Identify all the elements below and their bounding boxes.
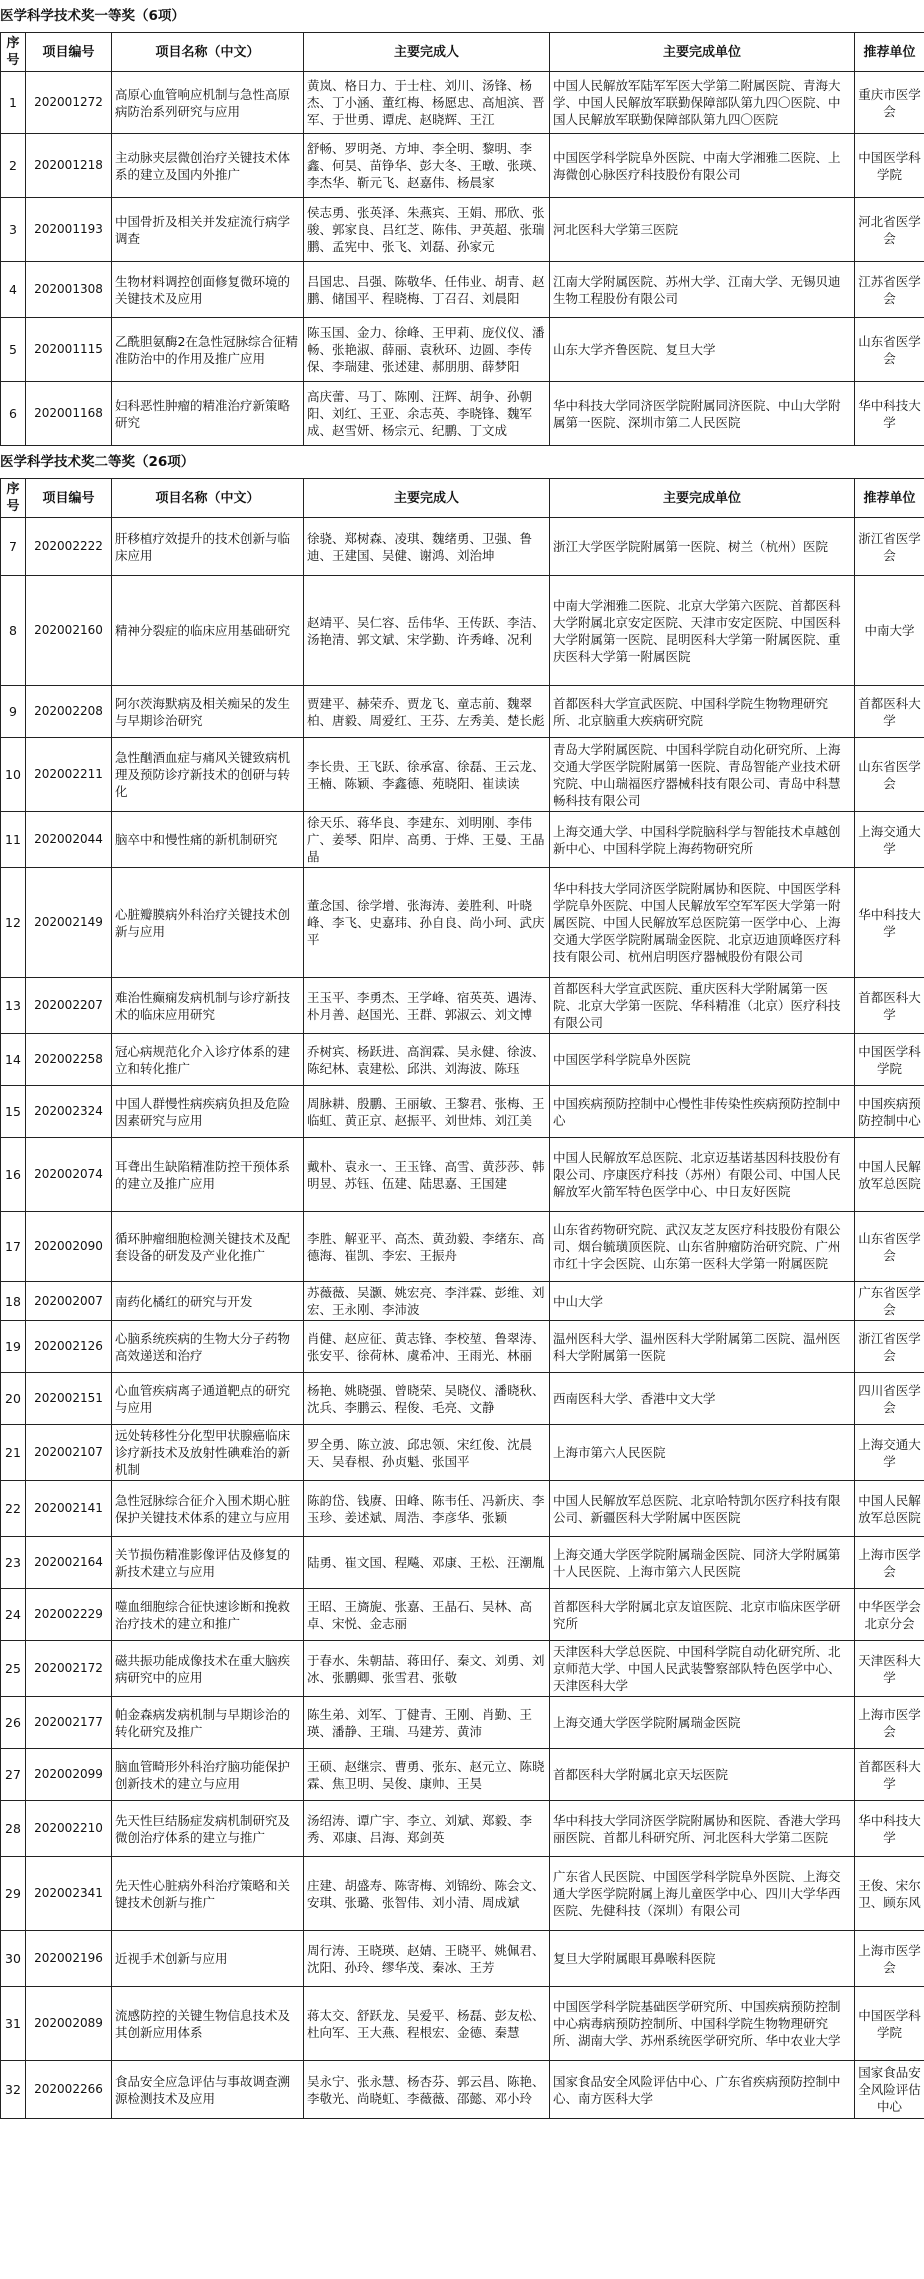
header-recommender: 推荐单位 [855, 479, 924, 518]
row-project-id: 202002172 [26, 1641, 112, 1697]
row-recommender: 广东省医学会 [855, 1282, 924, 1321]
row-project-name: 中国骨折及相关并发症流行病学调查 [112, 198, 304, 262]
row-project-name: 远处转移性分化型甲状腺癌临床诊疗新技术及放射性碘难治的新机制 [112, 1425, 304, 1481]
row-recommender: 中国人民解放军总医院 [855, 1481, 924, 1537]
row-project-id: 202001308 [26, 262, 112, 318]
row-project-id: 202002107 [26, 1425, 112, 1481]
row-project-name: 关节损伤精准影像评估及修复的新技术建立与应用 [112, 1537, 304, 1589]
table-body [1, 518, 924, 2119]
row-main-orgs: 华中科技大学同济医学院附属协和医院、香港大学玛丽医院、首都儿科研究所、河北医科大学第二医院 [550, 1801, 855, 1857]
row-project-id: 202002151 [26, 1373, 112, 1425]
row-recommender: 王俊、宋尔卫、顾东风 [855, 1857, 924, 1931]
row-main-people: 黄岚、格日力、于士柱、刘川、汤锋、杨杰、丁小涵、董红梅、杨愿忠、高旭滨、晋军、于世勇、谭虎、赵晓辉、王江 [304, 72, 550, 134]
row-seq: 7 [1, 518, 26, 576]
table-row [1, 1282, 924, 1321]
row-recommender: 首都医科大学 [855, 978, 924, 1034]
row-main-orgs: 中国人民解放军总医院、北京哈特凯尔医疗科技有限公司、新疆医科大学附属中医医院 [550, 1481, 855, 1537]
row-project-id: 202002090 [26, 1212, 112, 1282]
row-main-orgs: 青岛大学附属医院、中国科学院自动化研究所、上海交通大学医学院附属第一医院、青岛智能产业技术研究院、中山瑞福医疗器械科技有限公司、青岛中科慧畅科技有限公司 [550, 738, 855, 812]
row-recommender: 河北省医学会 [855, 198, 924, 262]
row-project-name: 先天性心脏病外科治疗策略和关键技术创新与推广 [112, 1857, 304, 1931]
row-recommender: 华中科技大学 [855, 868, 924, 978]
row-recommender: 华中科技大学 [855, 382, 924, 446]
row-project-name: 食品安全应急评估与事故调查溯源检测技术及应用 [112, 2061, 304, 2119]
row-seq: 15 [1, 1086, 26, 1138]
table-row [1, 1373, 924, 1425]
row-main-orgs: 中国人民解放军陆军军医大学第二附属医院、青海大学、中国人民解放军联勤保障部队第九四〇医院、中国人民解放军联勤保障部队第九四〇医院 [550, 72, 855, 134]
row-project-name: 脑血管畸形外科治疗脑功能保护创新技术的建立与应用 [112, 1749, 304, 1801]
row-seq: 28 [1, 1801, 26, 1857]
table-row [1, 1321, 924, 1373]
row-recommender: 中国医学科学院 [855, 134, 924, 198]
row-recommender: 中华医学会北京分会 [855, 1589, 924, 1641]
row-recommender: 中国医学科学院 [855, 1987, 924, 2061]
table-row [1, 1034, 924, 1086]
row-project-name: 脑卒中和慢性痛的新机制研究 [112, 812, 304, 868]
row-recommender: 山东省医学会 [855, 738, 924, 812]
row-main-people: 赵靖平、吴仁容、岳伟华、王传跃、李洁、汤艳清、郭文斌、宋学勤、许秀峰、况利 [304, 576, 550, 686]
row-main-people: 周脉耕、殷鹏、王丽敏、王黎君、张梅、王临虹、黄正京、赵振平、刘世炜、刘江美 [304, 1086, 550, 1138]
row-main-people: 陆勇、崔文国、程飚、邓康、王松、汪潮胤 [304, 1537, 550, 1589]
row-main-people: 陈玉国、金力、徐峰、王甲莉、庞仪仪、潘畅、张艳淑、薛丽、袁秋环、边圆、李传保、李瑞建、张述建、郝朋朋、薛梦阳 [304, 318, 550, 382]
row-project-name: 阿尔茨海默病及相关痴呆的发生与早期诊治研究 [112, 686, 304, 738]
row-main-people: 杨艳、姚晓强、曾晓荣、吴晓仪、潘晓秋、沈兵、李鹏云、程俊、毛亮、文静 [304, 1373, 550, 1425]
table-row [1, 1987, 924, 2061]
row-recommender: 上海市医学会 [855, 1537, 924, 1589]
table-row [1, 738, 924, 812]
table-row [1, 868, 924, 978]
row-recommender: 国家食品安全风险评估中心 [855, 2061, 924, 2119]
row-recommender: 上海市医学会 [855, 1931, 924, 1987]
row-main-people: 李胜、解亚平、高杰、黄劲毅、李绪东、高德海、崔凯、李宏、王振舟 [304, 1212, 550, 1282]
header-project-id: 项目编号 [26, 33, 112, 72]
row-project-id: 202002324 [26, 1086, 112, 1138]
award-table-first-class [0, 32, 924, 446]
row-recommender: 山东省医学会 [855, 318, 924, 382]
row-main-orgs: 河北医科大学第三医院 [550, 198, 855, 262]
row-main-orgs: 上海市第六人民医院 [550, 1425, 855, 1481]
header-project-id: 项目编号 [26, 479, 112, 518]
row-project-id: 202002099 [26, 1749, 112, 1801]
row-project-name: 中国人群慢性病疾病负担及危险因素研究与应用 [112, 1086, 304, 1138]
row-project-name: 磁共振功能成像技术在重大脑疾病研究中的应用 [112, 1641, 304, 1697]
row-main-orgs: 广东省人民医院、中国医学科学院阜外医院、上海交通大学医学院附属上海儿童医学中心、四川大学华西医院、先健科技（深圳）有限公司 [550, 1857, 855, 1931]
row-recommender: 中国人民解放军总医院 [855, 1138, 924, 1212]
row-recommender: 上海交通大学 [855, 812, 924, 868]
row-main-orgs: 首都医科大学附属北京天坛医院 [550, 1749, 855, 1801]
header-seq: 序号 [1, 479, 26, 518]
row-main-orgs: 上海交通大学医学院附属瑞金医院 [550, 1697, 855, 1749]
row-recommender: 中南大学 [855, 576, 924, 686]
row-main-people: 罗全勇、陈立波、邱忠领、宋红俊、沈晨天、吴春根、孙贞魁、张国平 [304, 1425, 550, 1481]
row-main-people: 王昭、王旖旎、张嘉、王晶石、吴林、高卓、宋悦、金志丽 [304, 1589, 550, 1641]
row-seq: 19 [1, 1321, 26, 1373]
row-main-people: 陈生弟、刘军、丁健青、王刚、肖勤、王瑛、潘静、王瑞、马建芳、黄沛 [304, 1697, 550, 1749]
row-recommender: 中国医学科学院 [855, 1034, 924, 1086]
row-seq: 11 [1, 812, 26, 868]
row-main-people: 王硕、赵继宗、曹勇、张东、赵元立、陈晓霖、焦卫明、吴俊、康帅、王昊 [304, 1749, 550, 1801]
row-main-orgs: 西南医科大学、香港中文大学 [550, 1373, 855, 1425]
row-project-name: 心脏瓣膜病外科治疗关键技术创新与应用 [112, 868, 304, 978]
row-project-id: 202002089 [26, 1987, 112, 2061]
row-project-name: 主动脉夹层微创治疗关键技术体系的建立及国内外推广 [112, 134, 304, 198]
row-project-name: 精神分裂症的临床应用基础研究 [112, 576, 304, 686]
row-seq: 9 [1, 686, 26, 738]
row-main-orgs: 中国疾病预防控制中心慢性非传染性疾病预防控制中心 [550, 1086, 855, 1138]
row-project-id: 202002196 [26, 1931, 112, 1987]
row-main-orgs: 温州医科大学、温州医科大学附属第二医院、温州医科大学附属第一医院 [550, 1321, 855, 1373]
table-row [1, 1425, 924, 1481]
row-project-name: 耳聋出生缺陷精准防控干预体系的建立及推广应用 [112, 1138, 304, 1212]
row-main-people: 蒋太交、舒跃龙、吴爱平、杨磊、彭友松、杜向军、王大燕、程根宏、金德、秦慧 [304, 1987, 550, 2061]
row-main-orgs: 首都医科大学宣武医院、中国科学院生物物理研究所、北京脑重大疾病研究院 [550, 686, 855, 738]
row-project-id: 202001168 [26, 382, 112, 446]
row-main-orgs: 上海交通大学、中国科学院脑科学与智能技术卓越创新中心、中国科学院上海药物研究所 [550, 812, 855, 868]
row-project-id: 202002210 [26, 1801, 112, 1857]
row-main-orgs: 中国医学科学院基础医学研究所、中国疾病预防控制中心病毒病预防控制所、中国科学院生物物理研究所、湖南大学、苏州系统医学研究所、华中农业大学 [550, 1987, 855, 2061]
table-body [1, 72, 924, 446]
header-project-name: 项目名称（中文） [112, 33, 304, 72]
row-recommender: 山东省医学会 [855, 1212, 924, 1282]
row-seq: 31 [1, 1987, 26, 2061]
row-main-people: 苏薇薇、吴灏、姚宏亮、李泮霖、彭维、刘宏、王永刚、李沛波 [304, 1282, 550, 1321]
table-row [1, 1481, 924, 1537]
award-table-second-class [0, 478, 924, 2119]
table-row [1, 1589, 924, 1641]
row-main-people: 徐天乐、蒋华良、李建东、刘明刚、李伟广、姜琴、阳岸、高勇、于烨、王曼、王晶晶 [304, 812, 550, 868]
row-project-name: 心脑系统疾病的生物大分子药物高效递送和治疗 [112, 1321, 304, 1373]
row-main-orgs: 山东大学齐鲁医院、复旦大学 [550, 318, 855, 382]
header-main-orgs: 主要完成单位 [550, 479, 855, 518]
row-recommender: 上海市医学会 [855, 1697, 924, 1749]
row-seq: 2 [1, 134, 26, 198]
row-project-name: 近视手术创新与应用 [112, 1931, 304, 1987]
table-row [1, 1749, 924, 1801]
row-recommender: 天津医科大学 [855, 1641, 924, 1697]
row-seq: 6 [1, 382, 26, 446]
row-main-people: 乔树宾、杨跃进、高润霖、吴永健、徐波、陈纪林、袁建松、邱洪、刘海波、陈珏 [304, 1034, 550, 1086]
header-main-people: 主要完成人 [304, 33, 550, 72]
table-row [1, 1138, 924, 1212]
row-main-people: 徐骁、郑树森、凌琪、魏绪勇、卫强、鲁迪、王建国、吴健、谢鸿、刘治坤 [304, 518, 550, 576]
row-recommender: 浙江省医学会 [855, 1321, 924, 1373]
row-project-name: 循环肿瘤细胞检测关键技术及配套设备的研发及产业化推广 [112, 1212, 304, 1282]
row-project-id: 202002141 [26, 1481, 112, 1537]
row-main-people: 董念国、徐学增、张海涛、姜胜利、叶晓峰、李飞、史嘉玮、孙自良、尚小珂、武庆平 [304, 868, 550, 978]
row-main-orgs: 上海交通大学医学院附属瑞金医院、同济大学附属第十人民医院、上海市第六人民医院 [550, 1537, 855, 1589]
row-seq: 21 [1, 1425, 26, 1481]
row-seq: 30 [1, 1931, 26, 1987]
row-project-id: 202002177 [26, 1697, 112, 1749]
row-recommender: 华中科技大学 [855, 1801, 924, 1857]
row-main-orgs: 复旦大学附属眼耳鼻喉科医院 [550, 1931, 855, 1987]
row-project-id: 202002229 [26, 1589, 112, 1641]
row-main-people: 高庆蕾、马丁、陈刚、汪辉、胡争、孙朝阳、刘红、王亚、余志英、李晓锋、魏军成、赵雪妍、杨宗元、纪鹏、丁文成 [304, 382, 550, 446]
row-main-orgs: 华中科技大学同济医学院附属同济医院、中山大学附属第一医院、深圳市第二人民医院 [550, 382, 855, 446]
row-main-people: 周行涛、王晓瑛、赵婧、王晓平、姚佩君、沈阳、孙玲、缪华茂、秦冰、王芳 [304, 1931, 550, 1987]
row-seq: 25 [1, 1641, 26, 1697]
table-row [1, 576, 924, 686]
row-project-name: 肝移植疗效提升的技术创新与临床应用 [112, 518, 304, 576]
header-project-name: 项目名称（中文） [112, 479, 304, 518]
row-seq: 24 [1, 1589, 26, 1641]
row-project-id: 202002044 [26, 812, 112, 868]
table-header-row [1, 479, 924, 518]
row-project-id: 202002160 [26, 576, 112, 686]
row-project-name: 乙酰胆氨酶2在急性冠脉综合征精准防治中的作用及推广应用 [112, 318, 304, 382]
row-main-orgs: 山东省药物研究院、武汉友芝友医疗科技股份有限公司、烟台毓璜顶医院、山东省肿瘤防治研究院、广州市红十字会医院、山东第一医科大学第一附属医院 [550, 1212, 855, 1282]
row-main-people: 陈韵岱、钱赓、田峰、陈韦任、冯新庆、李玉珍、姜述斌、周浩、李彦华、张颖 [304, 1481, 550, 1537]
table-row [1, 1801, 924, 1857]
row-seq: 1 [1, 72, 26, 134]
row-project-name: 难治性癫痫发病机制与诊疗新技术的临床应用研究 [112, 978, 304, 1034]
table-row [1, 198, 924, 262]
row-project-name: 生物材料调控创面修复微环境的关键技术及应用 [112, 262, 304, 318]
table-row [1, 134, 924, 198]
row-main-people: 戴朴、袁永一、王玉锋、高雪、黄莎莎、韩明昱、苏钰、伍建、陆思嘉、王国建 [304, 1138, 550, 1212]
table-row [1, 1212, 924, 1282]
row-project-id: 202002341 [26, 1857, 112, 1931]
row-seq: 5 [1, 318, 26, 382]
section2-title: 医学科学技术奖二等奖（26项） [0, 454, 195, 470]
row-main-people: 吕国忠、吕强、陈敬华、任伟业、胡青、赵鹏、储国平、程晓梅、丁召召、刘晨阳 [304, 262, 550, 318]
header-seq: 序号 [1, 33, 26, 72]
table-row [1, 1697, 924, 1749]
row-project-id: 202002258 [26, 1034, 112, 1086]
table-row [1, 686, 924, 738]
row-project-id: 202002074 [26, 1138, 112, 1212]
row-seq: 32 [1, 2061, 26, 2119]
row-main-people: 王玉平、李勇杰、王学峰、宿英英、遇涛、朴月善、赵国光、王群、郭淑云、刘文博 [304, 978, 550, 1034]
row-recommender: 四川省医学会 [855, 1373, 924, 1425]
table-row [1, 1086, 924, 1138]
header-main-orgs: 主要完成单位 [550, 33, 855, 72]
row-seq: 18 [1, 1282, 26, 1321]
row-project-name: 妇科恶性肿瘤的精准治疗新策略研究 [112, 382, 304, 446]
row-seq: 27 [1, 1749, 26, 1801]
table-row [1, 262, 924, 318]
row-project-name: 帕金森病发病机制与早期诊治的转化研究及推广 [112, 1697, 304, 1749]
row-project-name: 高原心血管响应机制与急性高原病防治系列研究与应用 [112, 72, 304, 134]
row-project-name: 心血管疾病离子通道靶点的研究与应用 [112, 1373, 304, 1425]
header-main-people: 主要完成人 [304, 479, 550, 518]
row-main-orgs: 天津医科大学总医院、中国科学院自动化研究所、北京师范大学、中国人民武装警察部队特色医学中心、天津医科大学 [550, 1641, 855, 1697]
row-seq: 16 [1, 1138, 26, 1212]
row-project-id: 202002007 [26, 1282, 112, 1321]
table-row [1, 1641, 924, 1697]
table-row [1, 1931, 924, 1987]
table-row [1, 518, 924, 576]
row-project-id: 202001115 [26, 318, 112, 382]
row-project-name: 先天性巨结肠症发病机制研究及微创治疗体系的建立与推广 [112, 1801, 304, 1857]
header-recommender: 推荐单位 [855, 33, 924, 72]
row-project-id: 202002207 [26, 978, 112, 1034]
table-row [1, 2061, 924, 2119]
row-project-name: 急性酗酒血症与痛风关键致病机理及预防诊疗新技术的创研与转化 [112, 738, 304, 812]
table-row [1, 318, 924, 382]
row-seq: 22 [1, 1481, 26, 1537]
row-main-orgs: 中国人民解放军总医院、北京迈基诺基因科技股份有限公司、序康医疗科技（苏州）有限公司、中国人民解放军火箭军特色医学中心、中日友好医院 [550, 1138, 855, 1212]
row-project-id: 202002222 [26, 518, 112, 576]
row-project-id: 202002126 [26, 1321, 112, 1373]
row-seq: 20 [1, 1373, 26, 1425]
row-seq: 17 [1, 1212, 26, 1282]
row-project-id: 202001272 [26, 72, 112, 134]
row-project-name: 南药化橘红的研究与开发 [112, 1282, 304, 1321]
row-recommender: 中国疾病预防控制中心 [855, 1086, 924, 1138]
row-project-name: 流感防控的关键生物信息技术及其创新应用体系 [112, 1987, 304, 2061]
row-main-people: 舒畅、罗明尧、方坤、李全明、黎明、李鑫、何昊、苗铮华、彭大冬、王暾、张瑛、李杰华、靳元飞、赵嘉伟、杨晨家 [304, 134, 550, 198]
row-seq: 13 [1, 978, 26, 1034]
row-main-orgs: 首都医科大学附属北京友谊医院、北京市临床医学研究所 [550, 1589, 855, 1641]
row-seq: 4 [1, 262, 26, 318]
table-row [1, 1857, 924, 1931]
row-seq: 26 [1, 1697, 26, 1749]
section1-title: 医学科学技术奖一等奖（6项） [0, 8, 185, 24]
row-seq: 29 [1, 1857, 26, 1931]
row-main-orgs: 中国医学科学院阜外医院 [550, 1034, 855, 1086]
row-project-id: 202002208 [26, 686, 112, 738]
row-main-orgs: 首都医科大学宣武医院、重庆医科大学附属第一医院、北京大学第一医院、华科精准（北京）医疗科技有限公司 [550, 978, 855, 1034]
row-main-people: 庄建、胡盛寿、陈寄梅、刘锦纷、陈会文、安琪、张璐、张智伟、刘小清、周成斌 [304, 1857, 550, 1931]
row-main-orgs: 国家食品安全风险评估中心、广东省疾病预防控制中心、南方医科大学 [550, 2061, 855, 2119]
row-main-orgs: 中山大学 [550, 1282, 855, 1321]
table-header-row [1, 33, 924, 72]
table-row [1, 1537, 924, 1589]
row-project-id: 202002164 [26, 1537, 112, 1589]
row-project-id: 202002266 [26, 2061, 112, 2119]
row-main-people: 肖健、赵应征、黄志锋、李校堃、鲁翠涛、张安平、徐荷林、虞希冲、王雨光、林丽 [304, 1321, 550, 1373]
row-main-orgs: 浙江大学医学院附属第一医院、树兰（杭州）医院 [550, 518, 855, 576]
row-main-people: 于春水、朱朝喆、蒋田仔、秦文、刘勇、刘冰、张鹏卿、张雪君、张敬 [304, 1641, 550, 1697]
row-main-orgs: 中国医学科学院阜外医院、中南大学湘雅二医院、上海微创心脉医疗科技股份有限公司 [550, 134, 855, 198]
row-project-name: 冠心病规范化介入诊疗体系的建立和转化推广 [112, 1034, 304, 1086]
row-main-people: 汤绍涛、谭广宇、李立、刘斌、郑毅、李秀、邓康、吕海、郑剑英 [304, 1801, 550, 1857]
row-main-people: 侯志勇、张英泽、朱燕宾、王娟、邢欣、张骏、郭家良、吕红芝、陈伟、尹英超、张瑞鹏、孟宪中、张飞、刘磊、孙家元 [304, 198, 550, 262]
row-recommender: 首都医科大学 [855, 686, 924, 738]
row-seq: 8 [1, 576, 26, 686]
row-seq: 10 [1, 738, 26, 812]
row-project-id: 202002149 [26, 868, 112, 978]
row-main-people: 李长贵、王飞跃、徐承富、徐磊、王云龙、王楠、陈颖、李鑫德、苑晓阳、崔读读 [304, 738, 550, 812]
row-main-orgs: 华中科技大学同济医学院附属协和医院、中国医学科学院阜外医院、中国人民解放军空军军医大学第一附属医院、中国人民解放军总医院第一医学中心、上海交通大学医学院附属瑞金医院、北京迈迪顶峰医疗科技有限公司、杭州启明医疗器械股份有限公司 [550, 868, 855, 978]
row-seq: 12 [1, 868, 26, 978]
row-seq: 3 [1, 198, 26, 262]
row-main-orgs: 江南大学附属医院、苏州大学、江南大学、无锡贝迪生物工程股份有限公司 [550, 262, 855, 318]
row-main-orgs: 中南大学湘雅二医院、北京大学第六医院、首都医科大学附属北京安定医院、天津市安定医院、中国医科大学附属第一医院、昆明医科大学第一附属医院、重庆医科大学第一附属医院 [550, 576, 855, 686]
row-main-people: 吴永宁、张永慧、杨杏芬、郭云昌、陈艳、李敬光、尚晓虹、李薇薇、邵懿、邓小玲 [304, 2061, 550, 2119]
row-project-name: 急性冠脉综合征介入围术期心脏保护关键技术体系的建立与应用 [112, 1481, 304, 1537]
table-row [1, 72, 924, 134]
row-project-id: 202001218 [26, 134, 112, 198]
table-row [1, 382, 924, 446]
row-recommender: 首都医科大学 [855, 1749, 924, 1801]
row-project-id: 202002211 [26, 738, 112, 812]
row-recommender: 上海交通大学 [855, 1425, 924, 1481]
table-row [1, 978, 924, 1034]
row-project-name: 噬血细胞综合征快速诊断和挽救治疗技术的建立和推广 [112, 1589, 304, 1641]
row-recommender: 浙江省医学会 [855, 518, 924, 576]
row-project-id: 202001193 [26, 198, 112, 262]
table-row [1, 812, 924, 868]
row-recommender: 重庆市医学会 [855, 72, 924, 134]
row-main-people: 贾建平、赫荣乔、贾龙飞、童志前、魏翠柏、唐毅、周爱红、王芬、左秀美、楚长彪 [304, 686, 550, 738]
row-seq: 23 [1, 1537, 26, 1589]
row-seq: 14 [1, 1034, 26, 1086]
row-recommender: 江苏省医学会 [855, 262, 924, 318]
